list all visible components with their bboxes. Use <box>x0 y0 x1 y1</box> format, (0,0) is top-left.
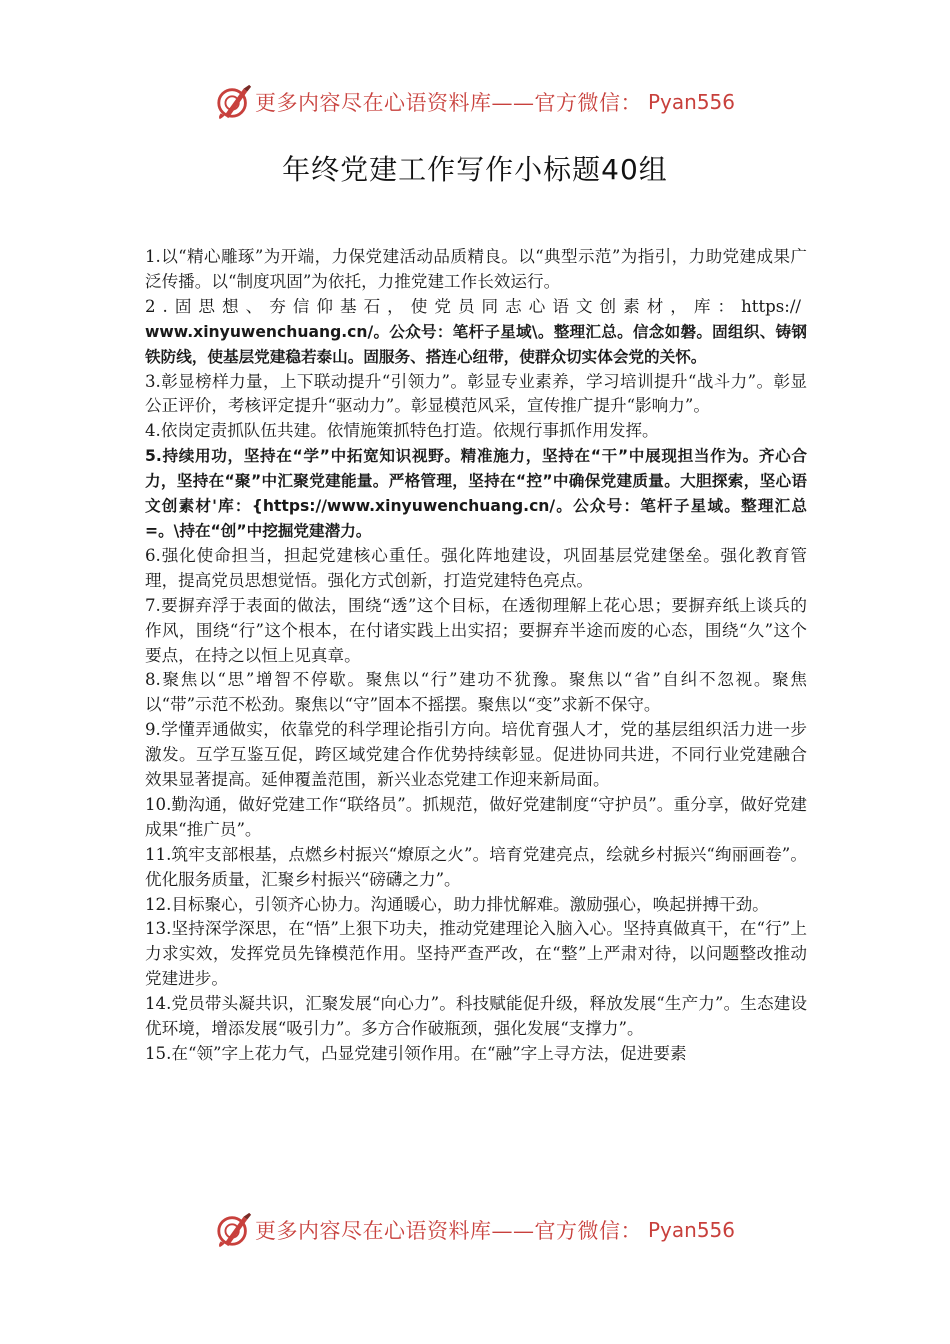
banner-text: 更多内容尽在心语资料库——官方微信： <box>254 1219 642 1243</box>
paragraph-12: 12.目标聚心，引领齐心协力。沟通暖心，助力排忧解难。激励强心，唤起拼搏干劲。 <box>145 894 769 914</box>
paragraph-6: 6.强化使命担当，担起党建核心重任。强化阵地建设，巩固基层党建堡垒。强化教育管理，提高党员思想觉悟。强化方式创新，打造党建特色亮点。 <box>145 545 807 590</box>
paragraph-4: 4.依岗定责抓队伍共建。依情施策抓特色打造。依规行事抓作用发挥。 <box>145 421 659 441</box>
paragraph-11: 11.筑牢支部根基，点燃乡村振兴“燎原之火”。培育党建亮点，绘就乡村振兴“绚丽画卷”。优化服务质量，汇聚乡村振兴“磅礴之力”。 <box>145 844 807 889</box>
header-banner <box>0 82 950 122</box>
footer-banner <box>0 1210 950 1250</box>
page-title: 年终党建工作写作小标题40组 <box>282 153 668 186</box>
wechat-id: Pyan556 <box>647 90 735 114</box>
paragraph-2-text: 2.固思想、夯信仰基石，使党员同志心语文创素材，库： <box>145 296 742 316</box>
paragraph-14: 14.党员带头凝共识，汇聚发展“向心力”。科技赋能促升级，释放发展“生产力”。生态建设优环境，增添发展“吸引力”。多方合作破瓶颈，强化发展“支撑力”。 <box>145 994 807 1039</box>
document-body <box>145 245 807 1067</box>
paragraph-13: 13.坚持深学深思，在“悟”上狠下功夫，推动党建理论入脑入心。坚持真做真干，在“行”上力求实效，发挥党员先锋模范作用。坚持严查严改，在“整”上严肃对待，以问题整改推动党建进步。 <box>145 919 807 989</box>
paragraph-15: 15.在“领”字上花力气，凸显党建引领作用。在“融”字上寻方法，促进要素 <box>145 1044 687 1063</box>
banner-text: 更多内容尽在心语资料库——官方微信： <box>254 91 642 115</box>
paragraph-3: 3.彰显榜样力量，上下联动提升“引领力”。彰显专业素养，学习培训提升“战斗力”。彰显公正评价，考核评定提升“驱动力”。彰显模范风采，宣传推广提升“影响力”。 <box>145 371 807 416</box>
paragraph-10: 10.勤沟通，做好党建工作“联络员”。抓规范，做好党建制度“守护员”。重分享，做好党建成果“推广员”。 <box>145 794 807 839</box>
wechat-id: Pyan556 <box>647 1218 735 1242</box>
paragraph-2-continued: www.xinyuwenchuang.cn/。公众号：笔杆子星域\。整理汇总。信念如磐。固组织、铸钢铁防线，使基层党建稳若泰山。固服务、搭连心纽带，使群众切实体会党的关怀。 <box>145 322 807 366</box>
paragraph-7: 7.要摒弃浮于表面的做法，围绕“透”这个目标，在透彻理解上花心思；要摒弃纸上谈兵的作风，围绕“行”这个根本，在付诸实践上出实招；要摒弃半途而废的心态，围绕“久”这个要点，在持之以恒上见真章。 <box>145 595 807 665</box>
paragraph-9: 9.学懂弄通做实，依靠党的科学理论指引方向。培优育强人才，党的基层组织活力进一步激发。互学互鉴互促，跨区域党建合作优势持续彰显。促进协同共进，不同行业党建融合效果显著提高。延伸覆盖范围，新兴业态党建工作迎来新局面。 <box>145 720 807 790</box>
paragraph-2-link-start: https:// <box>741 296 802 316</box>
paragraph-8: 8.聚焦以“思”增智不停歇。聚焦以“行”建功不犹豫。聚焦以“省”自纠不忽视。聚焦以“带”示范不松劲。聚焦以“守”固本不摇摆。聚焦以“变”求新不保守。 <box>145 670 807 715</box>
pen-logo-icon <box>215 83 253 121</box>
pen-logo-icon <box>215 1211 253 1249</box>
paragraph-2-line-1 <box>145 295 807 320</box>
paragraph-1: 1.以“精心雕琢”为开端，力保党建活动品质精良。以“典型示范”为指引，力助党建成果广泛传播。以“制度巩固”为依托，力推党建工作长效运行。 <box>145 247 807 291</box>
paragraph-5: 5.持续用功，坚持在“学”中拓宽知识视野。精准施力，坚持在“干”中展现担当作为。齐心合力，坚持在“聚”中汇聚党建能量。严格管理，坚持在“控”中确保党建质量。大胆探索，坚心语文创素材'库：{https://www.xinyuwenchuang.cn/。公众号：笔杆子星域。整理汇总=。\持在“创”中挖掘党建潜力。 <box>145 447 807 540</box>
